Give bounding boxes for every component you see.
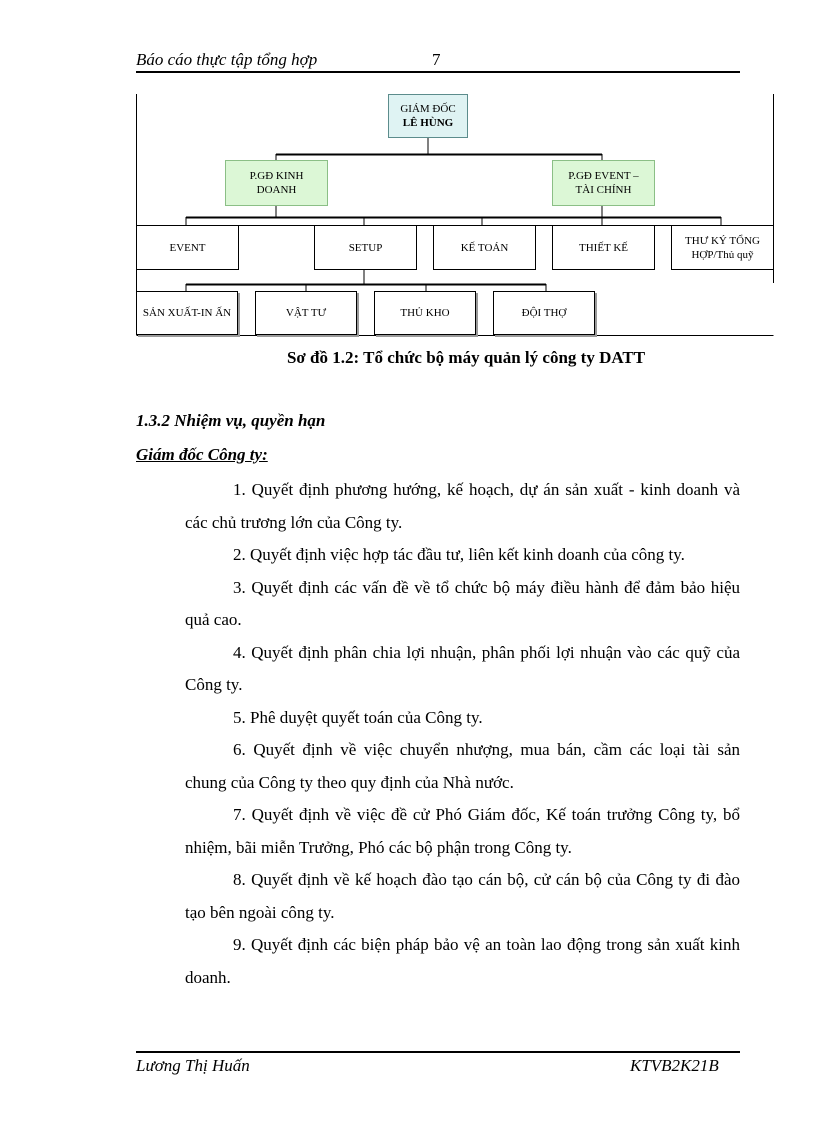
paragraph-2: 2. Quyết định việc hợp tác đầu tư, liên kết kinh doanh của công ty.: [233, 545, 685, 564]
subsection-title: Giám đốc Công ty:: [136, 445, 268, 464]
vp-business-line1: P.GĐ KINH: [249, 170, 304, 182]
dept-secretary-line1: THƯ KÝ TỔNG: [685, 234, 760, 247]
paragraph-4: 4. Quyết định phân chia lợi nhuận, phân phối lợi nhuận vào các quỹ của Công ty.: [185, 642, 740, 694]
unit-production-label: SẢN XUẤT-IN ẤN: [142, 307, 232, 319]
dept-event-box: [136, 225, 239, 270]
dept-setup-box: [314, 225, 417, 270]
section-title: 1.3.2 Nhiệm vụ, quyền hạn: [136, 411, 326, 430]
header-title: Báo cáo thực tập tổng hợp: [136, 50, 318, 69]
dept-accounting-label: KẾ TOÁN: [460, 241, 509, 254]
vp-event-line2: TÀI CHÍNH: [575, 184, 632, 196]
unit-warehouse-box: [374, 291, 476, 335]
paragraph-7: 7. Quyết định về việc đề cử Phó Giám đốc, Kế toán trưởng Công ty, bổ nhiệm, bãi miễn Trưởng, Phó các bộ phận trong Công ty.: [185, 805, 740, 857]
unit-production-box: [136, 291, 238, 335]
unit-workers-label: ĐỘI THỢ: [521, 307, 567, 319]
paragraph-9: 9. Quyết định các biện pháp bảo vệ an toàn lao động trong sản xuất kinh doanh.: [185, 935, 740, 987]
director-name: LÊ HÙNG: [402, 117, 454, 129]
dept-event-label: EVENT: [169, 241, 206, 254]
vp-business-line2: DOANH: [256, 184, 297, 196]
director-title: GIÁM ĐỐC: [400, 103, 456, 115]
paragraph-5: 5. Phê duyệt quyết toán của Công ty.: [233, 707, 483, 727]
footer-author: Lương Thị Huấn: [136, 1056, 250, 1075]
dept-design-label: THIẾT KẾ: [579, 241, 628, 254]
unit-materials-box: [255, 291, 357, 335]
chart-caption: Sơ đồ 1.2: Tổ chức bộ máy quản lý công ty DATT: [286, 348, 646, 367]
footer-rule: [136, 1051, 740, 1053]
paragraph-6: 6. Quyết định về việc chuyển nhượng, mua bán, cầm các loại tài sản chung của Công ty theo quy định của Nhà nước.: [185, 740, 740, 792]
dept-setup-label: SETUP: [348, 241, 383, 254]
unit-warehouse-label: THỦ KHO: [400, 307, 450, 319]
dept-secretary-box: [671, 225, 774, 270]
director-box: [388, 94, 468, 138]
page-header: [136, 46, 740, 72]
paragraph-8: 8. Quyết định về kế hoạch đào tạo cán bộ, cử cán bộ của Công ty đi đào tạo bên ngoài công ty.: [185, 870, 740, 922]
unit-workers-box: [493, 291, 595, 335]
dept-design-box: [552, 225, 655, 270]
header-rule: [136, 71, 740, 73]
paragraph-3: 3. Quyết định các vấn đề về tổ chức bộ máy điều hành để đảm bảo hiệu quả cao.: [185, 577, 740, 629]
vp-business-box: [225, 160, 328, 206]
unit-materials-label: VẬT TƯ: [285, 307, 327, 319]
footer-code: KTVB2K21B: [630, 1056, 719, 1075]
dept-accounting-box: [433, 225, 536, 270]
vp-event-line1: P.GĐ EVENT –: [568, 170, 639, 182]
body-text: [185, 474, 740, 994]
dept-secretary-line2: HỢP/Thủ quỹ: [691, 248, 754, 261]
page-number: 7: [432, 50, 441, 69]
vp-event-finance-box: [552, 160, 655, 206]
paragraph-1: 1. Quyết định phương hướng, kế hoạch, dự án sản xuất - kinh doanh và các chủ trương lớn của Công ty.: [185, 480, 740, 532]
org-chart: [136, 94, 774, 336]
